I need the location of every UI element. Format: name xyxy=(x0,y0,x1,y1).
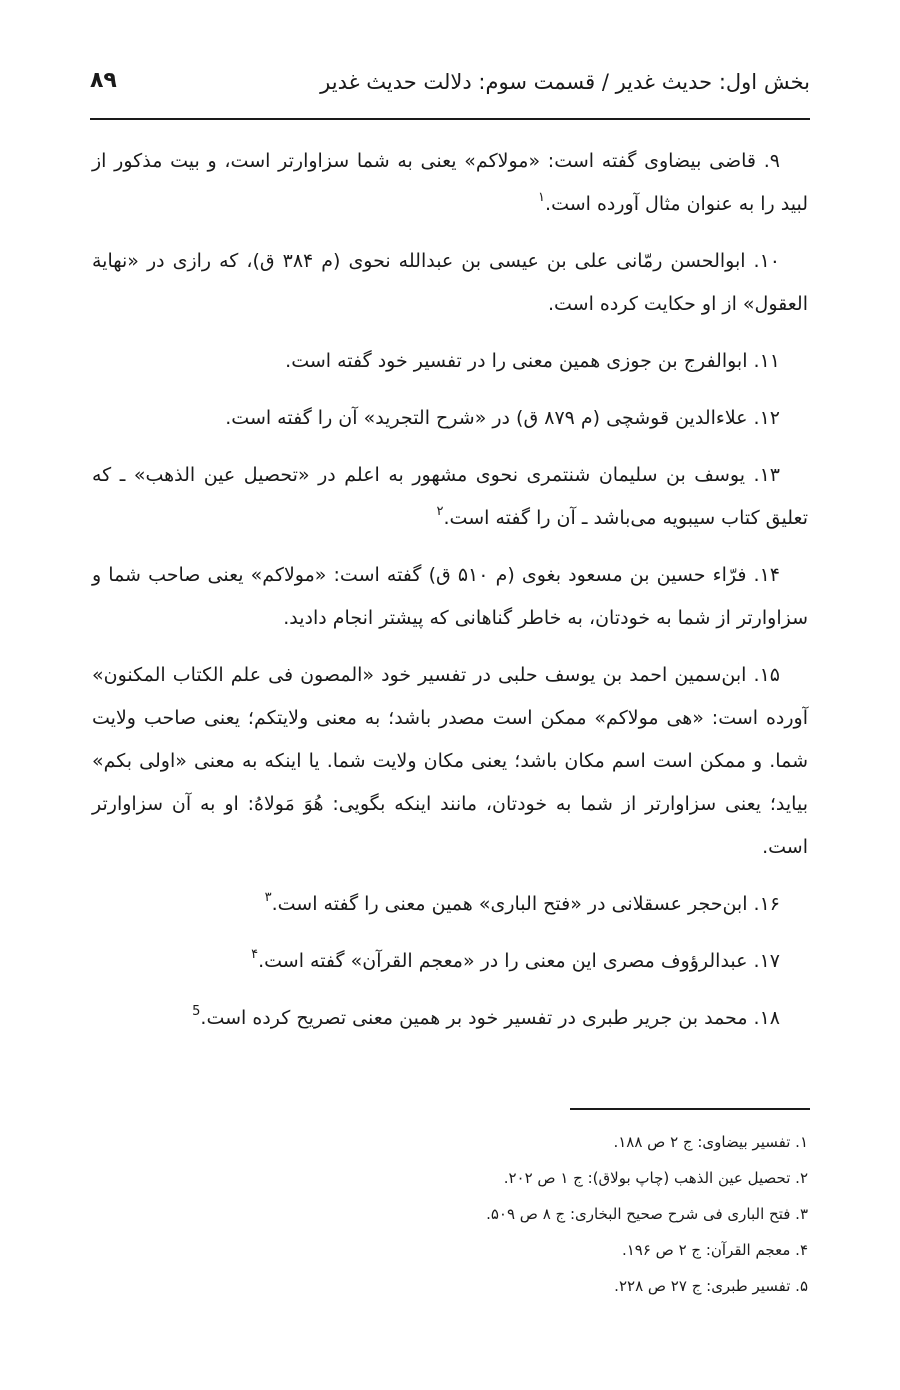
paragraph-9 xyxy=(92,140,808,226)
paragraph-text: ۱۱. ابوالفرج بن جوزی همین معنی را در تفسیر خود گفته است. xyxy=(285,350,780,372)
footnotes xyxy=(92,1124,808,1304)
header-rule xyxy=(90,118,810,120)
paragraph-13 xyxy=(92,454,808,540)
footnote-reference: ۱ xyxy=(538,190,546,205)
paragraph-11 xyxy=(92,340,808,383)
paragraph-text: ۹. قاضی بیضاوی گفته است: «مولاکم» یعنی به شما سزاوارتر است، و بیت مذکور از لبید را به عنوان مثال آورده است. xyxy=(92,150,808,215)
paragraph-12 xyxy=(92,397,808,440)
paragraph-16 xyxy=(92,883,808,926)
paragraph-17 xyxy=(92,940,808,983)
footnote-reference: 5 xyxy=(192,1004,201,1019)
paragraph-text: ۱۷. عبدالرؤوف مصری این معنی را در «معجم القرآن» گفته است. xyxy=(258,950,780,972)
footnote-rule xyxy=(570,1108,810,1110)
paragraph-text: ۱۴. فرّاء حسین بن مسعود بغوی (م ۵۱۰ ق) گفته است: «مولاکم» یعنی صاحب شما و سزاوارتر از شما به خودتان، به خاطر گناهانی که پیشتر انجام دادید. xyxy=(92,564,808,629)
footnote-5: ۵. تفسیر طبری: ج ۲۷ ص ۲۲۸. xyxy=(614,1277,808,1295)
paragraph-text: ۱۸. محمد بن جریر طبری در تفسیر خود بر همین معنی تصریح کرده است. xyxy=(200,1007,780,1029)
footnote-3: ۳. فتح الباری فی شرح صحیح البخاری: ج ۸ ص ۵۰۹. xyxy=(486,1205,808,1223)
paragraph-text: ۱۲. علاءالدین قوشچی (م ۸۷۹ ق) در «شرح التجرید» آن را گفته است. xyxy=(225,407,780,429)
paragraph-14 xyxy=(92,554,808,640)
paragraph-text: ۱۳. یوسف بن سلیمان شنتمری نحوی مشهور به اعلم در «تحصیل عین الذهب» ـ که تعلیق کتاب سیبویه می‌باشد ـ آن را گفته است. xyxy=(92,464,808,529)
footnote-1: ۱. تفسیر بیضاوی: ج ۲ ص ۱۸۸. xyxy=(613,1133,808,1151)
footnote-reference: ۴ xyxy=(251,947,259,962)
page-header xyxy=(90,64,810,114)
page-number: ۸۹ xyxy=(90,68,117,93)
paragraph-10 xyxy=(92,240,808,326)
paragraph-15 xyxy=(92,654,808,869)
body-text xyxy=(92,140,808,1054)
paragraph-18 xyxy=(92,997,808,1040)
footnote-2: ۲. تحصیل عین الذهب (چاپ بولاق): ج ۱ ص ۲۰۲. xyxy=(503,1169,808,1187)
footnote-reference: ۲ xyxy=(436,504,444,519)
footnote-4: ۴. معجم القرآن: ج ۲ ص ۱۹۶. xyxy=(621,1241,808,1259)
paragraph-text: ۱۵. ابن‌سمین احمد بن یوسف حلبی در تفسیر خود «المصون فی علم الکتاب المکنون» آورده است: «هی مولاکم» ممکن است مصدر باشد؛ به معنی ولایتکم؛ یعنی صاحب ولایت شما. و ممکن است اسم مکان باشد؛ یعنی مکان ولایت شما. یا اینکه به معنی «اولی بکم» بیاید؛ یعنی سزاوارتر از شما به خودتان، مانند اینکه بگویی: هُوَ مَولاهُ: او به آن سزاوارتر است. xyxy=(92,664,808,858)
footnote-reference: ۳ xyxy=(264,890,272,905)
paragraph-text: ۱۶. ابن‌حجر عسقلانی در «فتح الباری» همین معنی را گفته است. xyxy=(271,893,780,915)
running-title: بخش اول: حدیث غدیر / قسمت سوم: دلالت حدیث غدیر xyxy=(320,70,810,94)
paragraph-text: ۱۰. ابوالحسن رمّانی علی بن عیسی بن عبدالله نحوی (م ۳۸۴ ق)، که رازی در «نهایة العقول» از او حکایت کرده است. xyxy=(92,250,808,315)
